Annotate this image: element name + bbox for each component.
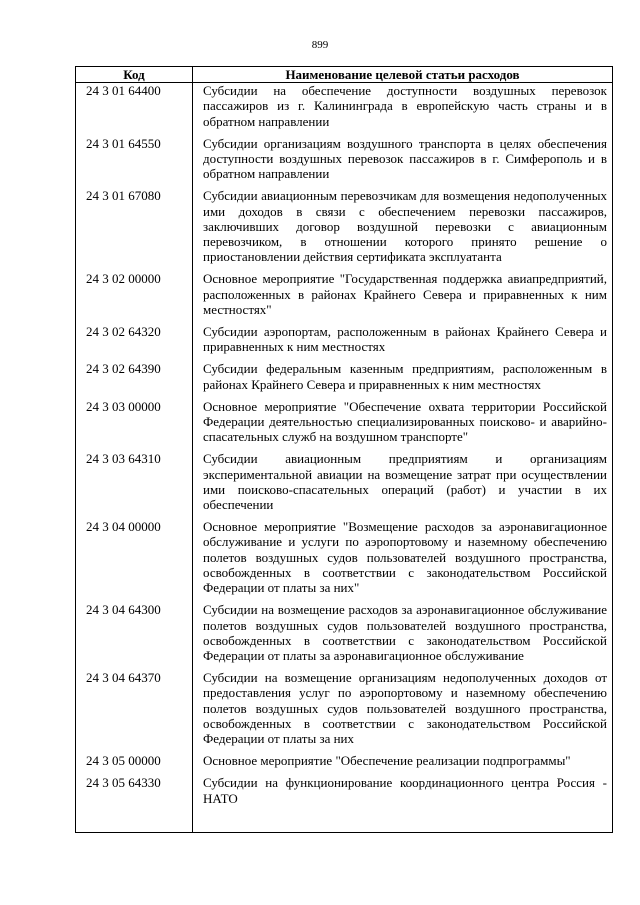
budget-classification-table bbox=[75, 66, 613, 833]
table-row bbox=[76, 136, 613, 189]
row-code: 24 3 05 64330 bbox=[76, 775, 193, 832]
row-code: 24 3 04 64370 bbox=[76, 670, 193, 753]
row-name: Субсидии на возмещение расходов за аэронавигационное обслуживание полетов воздушных судов пользователей воздушного пространства, освобожденных в соответствии с законодательством Российской Федерации от платы за аэронавигационное обслуживание bbox=[193, 602, 613, 670]
row-code: 24 3 02 64390 bbox=[76, 361, 193, 398]
row-code: 24 3 03 00000 bbox=[76, 399, 193, 452]
row-code: 24 3 03 64310 bbox=[76, 451, 193, 519]
row-name: Субсидии на обеспечение доступности воздушных перевозок пассажиров из г. Калининграда в европейскую часть страны и в обратном направлении bbox=[193, 83, 613, 136]
row-code: 24 3 01 67080 bbox=[76, 188, 193, 271]
row-code: 24 3 02 00000 bbox=[76, 271, 193, 324]
table-row bbox=[76, 188, 613, 271]
row-code: 24 3 01 64400 bbox=[76, 83, 193, 136]
row-name: Основное мероприятие "Возмещение расходов за аэронавигационное обслуживание и услуги по аэропортовому и наземному обеспечению полетов воздушных судов пользователей воздушного пространства, освобожденных в соответствии с законодательством Российской Федерации от платы за них" bbox=[193, 519, 613, 602]
table-row bbox=[76, 361, 613, 398]
table-row bbox=[76, 451, 613, 519]
table-row bbox=[76, 775, 613, 832]
page-number: 899 bbox=[311, 39, 329, 51]
row-name: Субсидии организациям воздушного транспорта в целях обеспечения доступности воздушных перевозок пассажиров в г. Симферополь и в обратном направлении bbox=[193, 136, 613, 189]
table-row bbox=[76, 519, 613, 602]
row-name: Основное мероприятие "Обеспечение охвата территории Российской Федерации деятельностью специализированных поисково- и аварийно-спасательных служб на воздушном транспорте" bbox=[193, 399, 613, 452]
row-code: 24 3 02 64320 bbox=[76, 324, 193, 361]
table-row bbox=[76, 399, 613, 452]
row-name: Субсидии авиационным предприятиям и организациям экспериментальной авиации на возмещение затрат при осуществлении ими поисково-спасательных операций (работ) и участии в их обеспечении bbox=[193, 451, 613, 519]
table-row bbox=[76, 83, 613, 136]
row-code: 24 3 04 00000 bbox=[76, 519, 193, 602]
row-name: Субсидии федеральным казенным предприятиям, расположенным в районах Крайнего Севера и приравненных к ним местностях bbox=[193, 361, 613, 398]
row-name: Субсидии аэропортам, расположенным в районах Крайнего Севера и приравненных к ним местностях bbox=[193, 324, 613, 361]
row-name: Субсидии авиационным перевозчикам для возмещения недополученных ими доходов в связи с обеспечением перевозки пассажиров, заключивших договор воздушной перевозки с авиационным перевозчиком, в отношении которого принято решение о приостановлении действия сертификата эксплуатанта bbox=[193, 188, 613, 271]
row-name: Субсидии на функционирование координационного центра Россия - НАТО bbox=[193, 775, 613, 832]
row-name: Субсидии на возмещение организациям недополученных доходов от предоставления услуг по аэропортовому и наземному обеспечению полетов воздушных судов пользователей воздушного пространства, освобожденных в соответствии с законодательством Российской Федерации от платы за них bbox=[193, 670, 613, 753]
table-row bbox=[76, 670, 613, 753]
row-code: 24 3 04 64300 bbox=[76, 602, 193, 670]
table-row bbox=[76, 602, 613, 670]
column-header-code: Код bbox=[76, 67, 193, 83]
table-header-row bbox=[76, 67, 613, 83]
table-row bbox=[76, 271, 613, 324]
row-name: Основное мероприятие "Государственная поддержка авиапредприятий, расположенных в районах Крайнего Севера и приравненных к ним местностях" bbox=[193, 271, 613, 324]
column-header-name: Наименование целевой статьи расходов bbox=[193, 67, 613, 83]
table-row bbox=[76, 753, 613, 775]
row-code: 24 3 01 64550 bbox=[76, 136, 193, 189]
row-name: Основное мероприятие "Обеспечение реализации подпрограммы" bbox=[193, 753, 613, 775]
table-row bbox=[76, 324, 613, 361]
row-code: 24 3 05 00000 bbox=[76, 753, 193, 775]
